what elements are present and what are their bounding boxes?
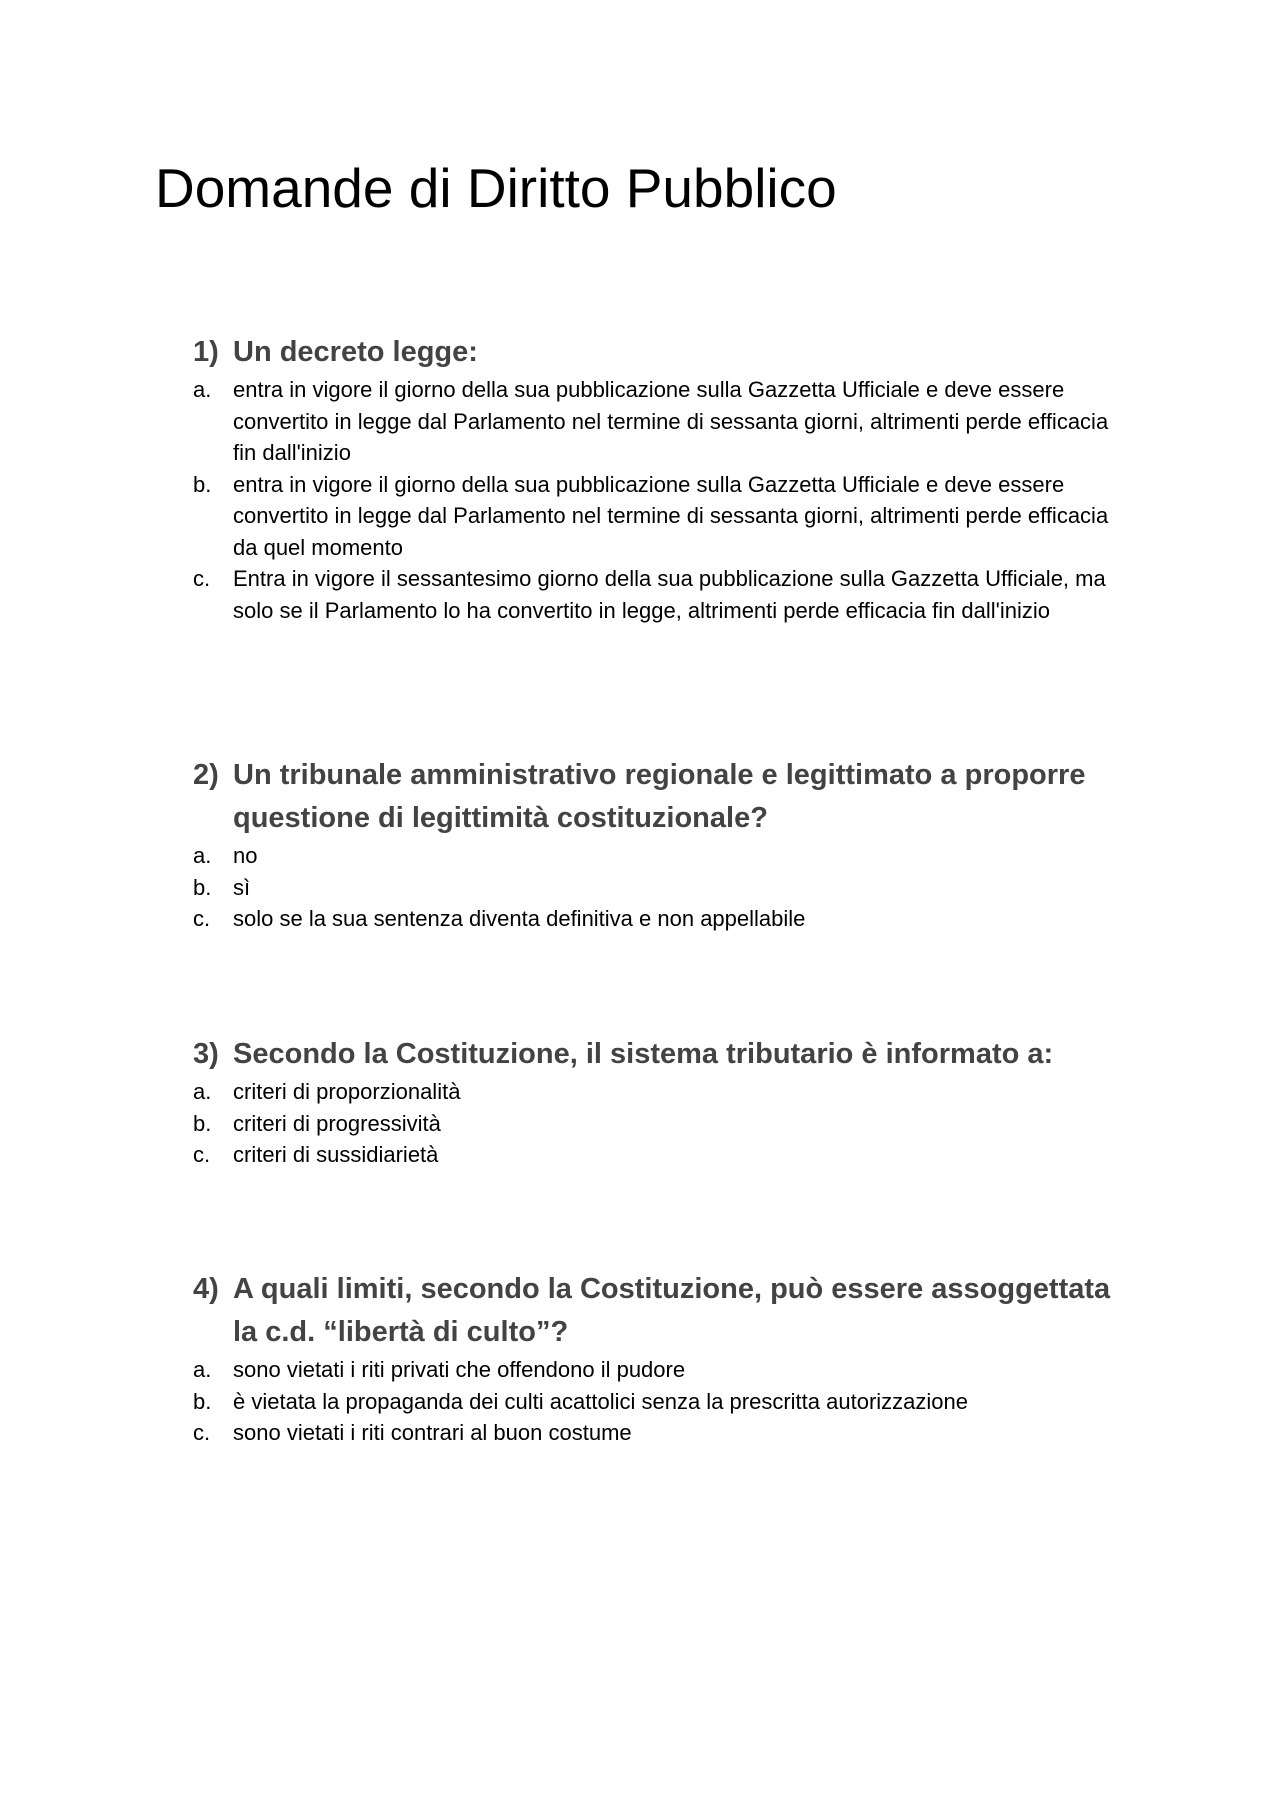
answer-list [193,1076,1133,1171]
answer-list [193,374,1133,626]
answer-option-a [193,1354,1133,1386]
answer-option-c [193,563,1133,626]
question-2 [193,754,1133,935]
answer-text: è vietata la propaganda dei culti acattolici senza la prescritta autorizzazione [233,1388,968,1414]
question-number: 2) [193,759,219,791]
question-text: A quali limiti, secondo la Costituzione, può essere assoggettata la c.d. “libertà di culto”? [233,1273,1111,1348]
question-text: Secondo la Costituzione, il sistema tributario è informato a: [233,1038,1054,1070]
answer-option-a [193,374,1133,469]
answer-option-b [193,1386,1133,1418]
answer-letter: b. [193,1110,212,1136]
question-heading [193,754,1133,840]
answer-text: no [233,843,258,868]
question-1 [193,331,1133,626]
question-text: Un tribunale amministrativo regionale e legittimato a proporre questione di legittimità costituzionale? [233,759,1086,834]
answer-option-b [193,872,1133,904]
question-number: 4) [193,1273,219,1305]
answer-option-c [193,903,1133,935]
question-4 [193,1268,1133,1449]
answer-option-a [193,1076,1133,1108]
question-heading [193,1268,1133,1354]
answer-option-a [193,840,1133,872]
answer-option-b [193,1108,1133,1140]
answer-letter: a. [193,1079,212,1104]
answer-text: entra in vigore il giorno della sua pubblicazione sulla Gazzetta Ufficiale e deve essere convertito in legge dal Parlamento nel termine di sessanta giorni, altrimenti perde efficacia da quel momento [233,471,1109,560]
answer-letter: b. [193,1388,212,1414]
answer-letter: c. [193,906,211,931]
question-3 [193,1033,1133,1171]
answer-text: criteri di proporzionalità [233,1079,461,1104]
answer-letter: a. [193,843,212,868]
question-number: 1) [193,336,219,368]
answer-list [193,840,1133,935]
answer-letter: c. [193,1142,211,1167]
answer-text: sì [233,874,251,900]
answer-option-b [193,469,1133,564]
answer-letter: c. [193,566,211,591]
answer-text: sono vietati i riti privati che offendono il pudore [233,1357,686,1382]
answer-option-c [193,1417,1133,1449]
answer-text: criteri di sussidiarietà [233,1142,439,1167]
answer-text: entra in vigore il giorno della sua pubblicazione sulla Gazzetta Ufficiale e deve essere convertito in legge dal Parlamento nel termine di sessanta giorni, altrimenti perde efficacia fin dall'inizio [233,377,1109,465]
question-text: Un decreto legge: [233,336,478,368]
question-heading [193,331,1133,374]
answer-text: sono vietati i riti contrari al buon costume [233,1420,632,1445]
answer-option-c [193,1139,1133,1171]
answer-text: criteri di progressività [233,1110,441,1136]
answer-letter: b. [193,471,212,497]
answer-text: solo se la sua sentenza diventa definitiva e non appellabile [233,906,806,931]
question-heading [193,1033,1133,1076]
answer-list [193,1354,1133,1449]
answer-letter: a. [193,377,212,402]
answer-text: Entra in vigore il sessantesimo giorno della sua pubblicazione sulla Gazzetta Ufficiale, ma solo se il Parlamento lo ha convertito in legge, altrimenti perde efficacia fin dall'inizio [233,566,1106,623]
answer-letter: c. [193,1420,211,1445]
question-number: 3) [193,1038,219,1070]
answer-letter: a. [193,1357,212,1382]
answer-letter: b. [193,874,212,900]
page-title: Domande di Diritto Pubblico [155,157,837,219]
